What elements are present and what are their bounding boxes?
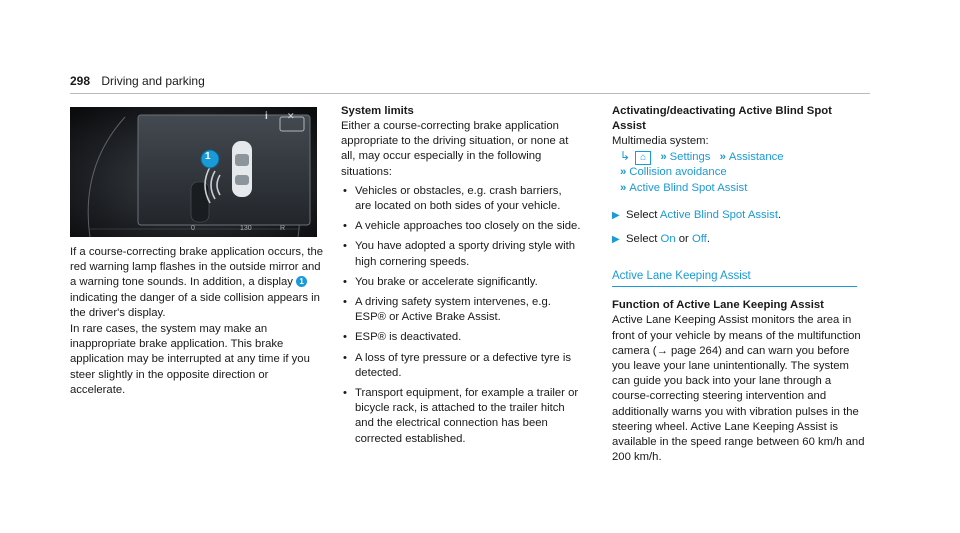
home-icon[interactable]: ⌂ bbox=[635, 151, 651, 165]
list-item: • Vehicles or obstacles, e.g. crash barriers, are located on both sides of your vehicle. bbox=[341, 184, 581, 214]
lane-keeping-title: Active Lane Keeping Assist bbox=[612, 270, 751, 283]
list-item: • Transport equipment, for example a trailer or bicycle rack, is attached to the trailer hitch and the electrical connection has been corrected established. bbox=[341, 386, 581, 447]
section-title: Driving and parking bbox=[101, 74, 205, 88]
paragraph-text: indicating the danger of a side collision appears in the driver's display. bbox=[70, 291, 320, 319]
close-icon: ✕ bbox=[287, 111, 295, 121]
paragraph-text: If a course-correcting brake application occurs, the red warning lamp flashes in the outside mirror and a warning tone sounds. In addition, a display bbox=[70, 246, 324, 289]
list-item: • ESP® is deactivated. bbox=[341, 330, 581, 345]
active-blind-spot-option[interactable]: Active Blind Spot Assist bbox=[659, 208, 778, 221]
lane-keeping-body: Active Lane Keeping Assist monitors the area in front of your vehicle by means of the multifunction camera (→ page 264) and can warn you before you leave your lane unintentionally. The system can guide you back into your lane through a course-correcting steering intervention and additionally warns you with vibration pulses in the steering wheel. Active Lane Keeping Assist is available in the speed range between 60 km/h and 200 km/h. bbox=[612, 314, 865, 464]
step-text: Select bbox=[626, 233, 661, 246]
step-triangle-icon: ▶ bbox=[612, 234, 620, 246]
middle-column bbox=[341, 104, 581, 452]
header-rule bbox=[70, 93, 870, 94]
list-item: • A vehicle approaches too closely on the side. bbox=[341, 219, 581, 234]
status-left: 0 bbox=[191, 225, 195, 232]
lane-keeping-section-heading bbox=[612, 269, 867, 287]
lane-keeping-function-heading: Function of Active Lane Keeping Assist bbox=[612, 299, 824, 312]
multimedia-label: Multimedia system: bbox=[612, 135, 709, 147]
list-item: • You have adopted a sporty driving style with high cornering speeds. bbox=[341, 239, 581, 269]
return-arrow-icon: ↳ bbox=[620, 149, 631, 164]
chevron-right-icon: » bbox=[620, 166, 627, 179]
page-number: 298 bbox=[70, 74, 91, 88]
list-item: • A driving safety system intervenes, e.g. ESP® or Active Brake Assist. bbox=[341, 295, 581, 325]
nav-assistance-link[interactable]: Assistance bbox=[728, 151, 784, 164]
chevron-right-icon: » bbox=[620, 181, 627, 194]
activating-heading: Activating/deactivating Active Blind Spot Assist bbox=[612, 105, 832, 132]
chevron-right-icon: » bbox=[660, 151, 667, 164]
brake-paragraph: In rare cases, the system may make an inappropriate brake application. This brake application may be interrupted at any time if you steer slightly in the opposite direction or accelerate. bbox=[70, 323, 310, 396]
status-mid: 130 bbox=[240, 225, 252, 232]
info-label: i bbox=[265, 111, 268, 122]
step-triangle-icon: ▶ bbox=[612, 209, 620, 221]
step-select-assist bbox=[612, 208, 867, 223]
list-item: • You brake or accelerate significantly. bbox=[341, 275, 581, 290]
step-text: . bbox=[706, 233, 710, 246]
off-option[interactable]: Off bbox=[691, 233, 707, 246]
right-column bbox=[612, 104, 867, 465]
section-rule bbox=[612, 286, 857, 287]
step-select-on-off bbox=[612, 232, 867, 247]
on-option[interactable]: On bbox=[660, 233, 676, 246]
cluster-display-illustration bbox=[70, 107, 317, 237]
step-text: . bbox=[777, 208, 782, 221]
nav-settings-link[interactable]: Settings bbox=[669, 151, 711, 164]
status-right: R bbox=[280, 225, 286, 232]
nav-collision-link[interactable]: Collision avoidance bbox=[629, 166, 727, 179]
page-header bbox=[70, 74, 205, 88]
system-limits-intro: Either a course-correcting brake application appropriate to the driving situation, or none at all, may occur especially in the following situations: bbox=[341, 120, 569, 178]
cluster-display-figure bbox=[70, 107, 317, 237]
chevron-right-icon: » bbox=[719, 151, 726, 164]
collision-paragraph bbox=[70, 245, 325, 321]
nav-blind-spot-link[interactable]: Active Blind Spot Assist bbox=[629, 181, 748, 194]
system-limits-list bbox=[341, 184, 581, 447]
nav-path bbox=[612, 149, 867, 196]
step-text: or bbox=[675, 233, 692, 246]
step-text: Select bbox=[626, 208, 660, 221]
callout-marker: 1 bbox=[205, 151, 211, 162]
list-item: • A loss of tyre pressure or a defective tyre is detected. bbox=[341, 351, 581, 381]
left-column bbox=[70, 245, 325, 398]
system-limits-heading: System limits bbox=[341, 105, 414, 117]
callout-badge: 1 bbox=[296, 276, 307, 287]
